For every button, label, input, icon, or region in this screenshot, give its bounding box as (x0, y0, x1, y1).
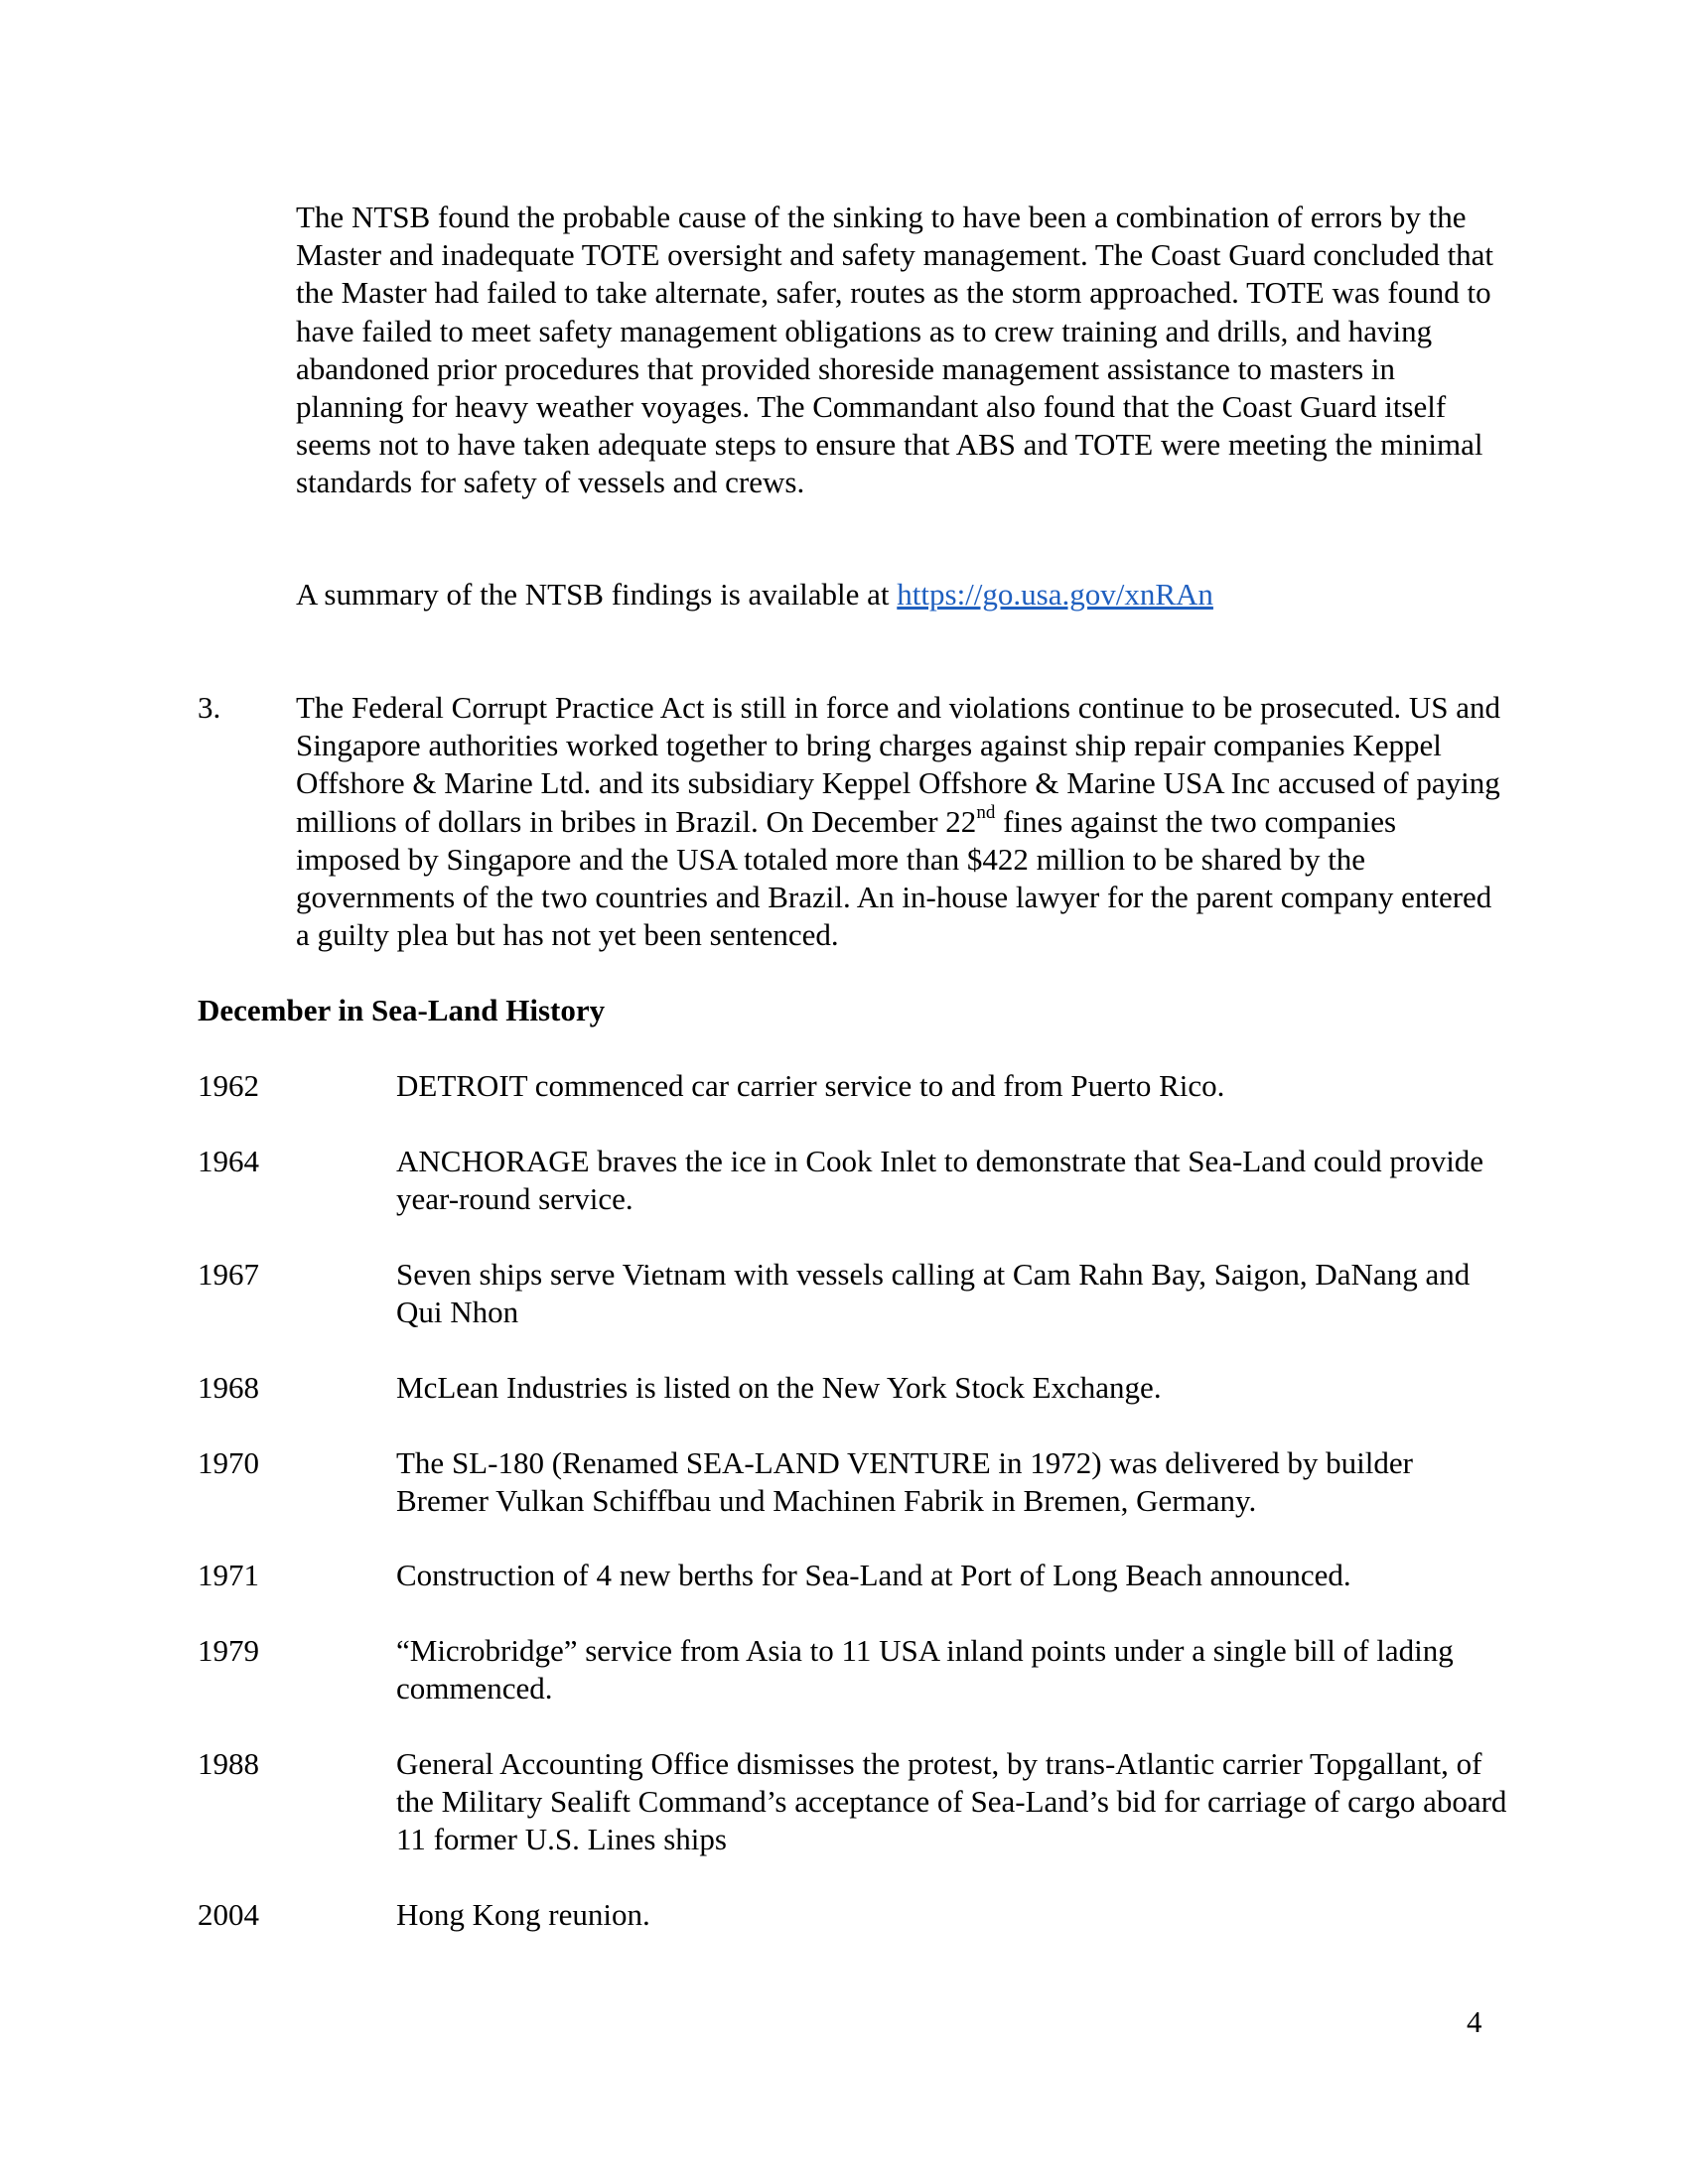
history-year: 1971 (198, 1558, 259, 1592)
history-text: General Accounting Office dismisses the protest, by trans-Atlantic carrier Topgallant, of the Military Sealift Command’s acceptance of Sea-Land’s bid for carriage of cargo aboard 11 former U.S. Lines ships (396, 1746, 1507, 1857)
history-year: 1988 (198, 1746, 259, 1781)
history-text: Hong Kong reunion. (396, 1897, 650, 1932)
history-text: The SL-180 (Renamed SEA-LAND VENTURE in 1972) was delivered by builder Bremer Vulkan Schiffbau und Machinen Fabrik in Bremen, Germany. (396, 1445, 1413, 1519)
item-3-number: 3. (198, 690, 221, 725)
history-text: ANCHORAGE braves the ice in Cook Inlet to demonstrate that Sea-Land could provide year-round service. (396, 1144, 1484, 1217)
history-text: Seven ships serve Vietnam with vessels calling at Cam Rahn Bay, Saigon, DaNang and Qui Nhon (396, 1257, 1471, 1330)
history-year: 1964 (198, 1144, 259, 1178)
ntsb-findings-paragraph: The NTSB found the probable cause of the sinking to have been a combination of errors by the Master and inadequate TOTE oversight and safety management. The Coast Guard concluded that the Master had failed to take alternate, safer, routes as the storm approached. TOTE was found to have failed to meet safety management obligations as to crew training and drills, and having abandoned prior procedures that provided shoreside management assistance to masters in planning for heavy weather voyages. The Commandant also found that the Coast Guard itself seems not to have taken adequate steps to ensure that ABS and TOTE were meeting the minimal standards for safety of vessels and crews. (296, 200, 1494, 500)
history-heading: December in Sea-Land History (198, 993, 606, 1027)
history-year: 1968 (198, 1370, 259, 1405)
page-number: 4 (1467, 2004, 1482, 2039)
history-text: Construction of 4 new berths for Sea-Land at Port of Long Beach announced. (396, 1558, 1351, 1592)
history-year: 1970 (198, 1445, 259, 1480)
history-year: 1967 (198, 1257, 259, 1292)
ordinal-superscript: nd (976, 801, 996, 823)
history-year: 2004 (198, 1897, 259, 1932)
history-text: “Microbridge” service from Asia to 11 USA inland points under a single bill of lading commenced. (396, 1633, 1454, 1706)
item-3-text-part2: fines against the two companies imposed by Singapore and the USA totaled more than $422 million to be shared by the governments of the two countries and Brazil. An in-house lawyer for the parent company entered a guilty plea but has not yet been sentenced. (296, 803, 1492, 953)
item-3-paragraph (296, 689, 1507, 954)
item-3-text-part1: The Federal Corrupt Practice Act is still in force and violations continue to be prosecuted. US and Singapore authorities worked together to bring charges against ship repair companies Keppel Offshore & Marine Ltd. and its subsidiary Keppel Offshore & Marine USA Inc accused of paying millions of dollars in bribes in Brazil. On December 22 (296, 690, 1500, 839)
ntsb-summary-link[interactable]: https://go.usa.gov/xnRAn (897, 577, 1213, 612)
history-year: 1962 (198, 1068, 259, 1103)
ntsb-summary-paragraph (296, 576, 1507, 614)
history-text: McLean Industries is listed on the New York Stock Exchange. (396, 1370, 1162, 1405)
history-text: DETROIT commenced car carrier service to and from Puerto Rico. (396, 1068, 1225, 1103)
summary-prefix: A summary of the NTSB findings is available at (296, 577, 898, 612)
history-year: 1979 (198, 1633, 259, 1668)
